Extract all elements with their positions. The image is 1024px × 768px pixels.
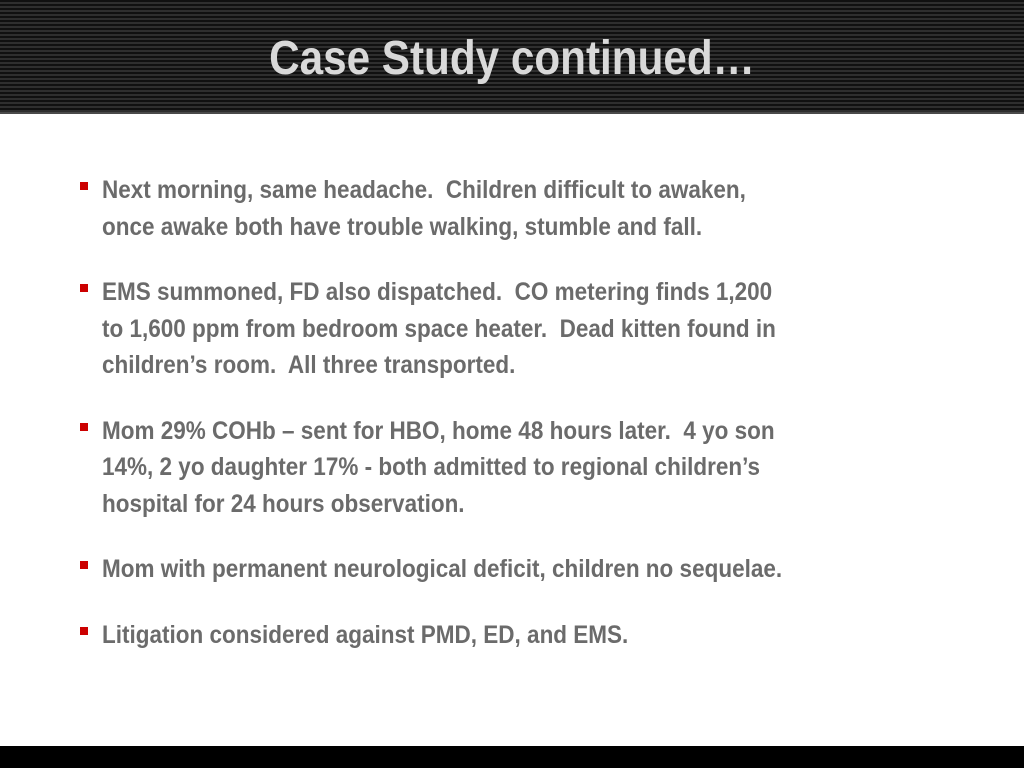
bullet-item	[78, 274, 968, 384]
bullet-item	[78, 551, 968, 588]
bullet-text: Litigation considered against PMD, ED, and EMS.	[102, 621, 629, 649]
bullet-text: Mom with permanent neurological deficit, children no sequelae.	[102, 555, 783, 583]
square-bullet-icon	[78, 413, 102, 450]
square-bullet-icon	[78, 172, 102, 209]
bullet-text: Mom 29% COHb – sent for HBO, home 48 hours later. 4 yo son 14%, 2 yo daughter 17% - both admitted to regional children’s hospital for 24 hours observation.	[102, 416, 775, 518]
bullet-text: Next morning, same headache. Children difficult to awaken, once awake both have trouble walking, stumble and fall.	[102, 176, 746, 241]
bullet-list	[78, 172, 968, 683]
bullet-item	[78, 172, 968, 245]
square-bullet-icon	[78, 617, 102, 654]
slide-title: Case Study continued…	[269, 32, 755, 85]
bottom-bar	[0, 746, 1024, 768]
square-bullet-icon	[78, 274, 102, 311]
bullet-item	[78, 617, 968, 654]
square-bullet-icon	[78, 551, 102, 588]
title-bar	[0, 0, 1024, 114]
bullet-text: EMS summoned, FD also dispatched. CO metering finds 1,200 to 1,600 ppm from bedroom space heater. Dead kitten found in children’s room. All three transported.	[102, 278, 776, 379]
bullet-item	[78, 413, 968, 523]
